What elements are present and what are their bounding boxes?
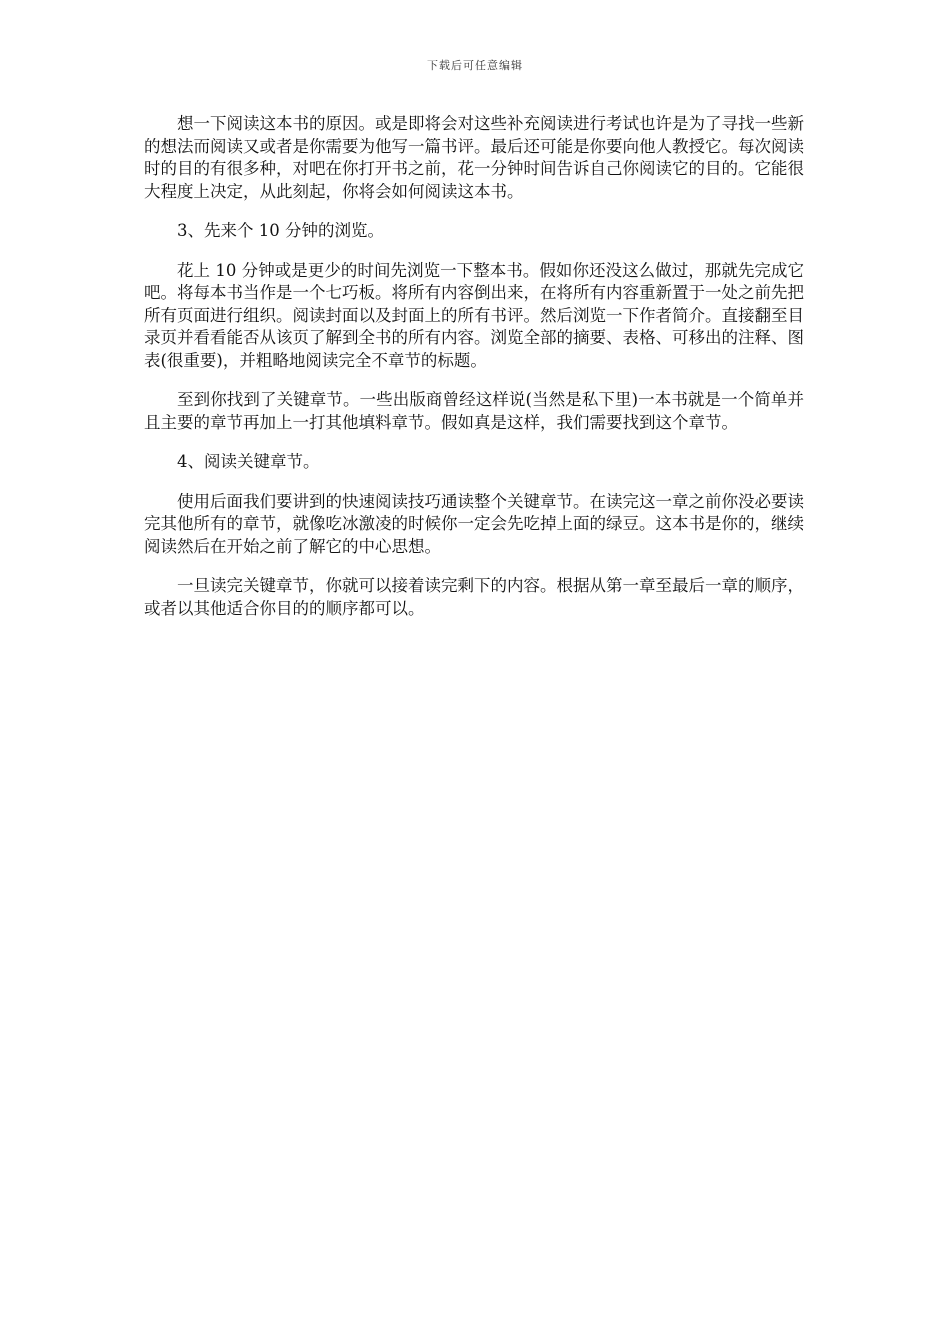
section-heading-browse: 3、先来个 10 分钟的浏览。 bbox=[177, 221, 384, 240]
paragraph-read-remaining: 一旦读完关键章节，你就可以接着读完剩下的内容。根据从第一章至最后一章的顺序，或者以其他适合你目的的顺序都可以。 bbox=[144, 576, 804, 618]
paragraph-browse-book: 花上 10 分钟或是更少的时间先浏览一下整本书。假如你还没这么做过，那就先完成它吧。将每本书当作是一个七巧板。将所有内容倒出来，在将所有内容重新置于一处之前先把所有页面进行组织。阅读封面以及封面上的所有书评。然后浏览一下作者简介。直接翻至目录页并看看能否从该页了解到全书的所有内容。浏览全部的摘要、表格、可移出的注释、图表(很重要)，并粗略地阅读完全不章节的标题。 bbox=[144, 260, 804, 370]
paragraph-reading-purpose: 想一下阅读这本书的原因。或是即将会对这些补充阅读进行考试也许是为了寻找一些新的想法而阅读又或者是你需要为他写一篇书评。最后还可能是你要向他人教授它。每次阅读时的目的有很多种，对吧在你打开书之前，花一分钟时间告诉自己你阅读它的目的。它能很大程度上决定，从此刻起，你将会如何阅读这本书。 bbox=[144, 114, 804, 201]
paragraph-key-chapter: 至到你找到了关键章节。一些出版商曾经这样说(当然是私下里)一本书就是一个简单并且主要的章节再加上一打其他填料章节。假如真是这样，我们需要找到这个章节。 bbox=[144, 390, 804, 432]
paragraph-speed-reading: 使用后面我们要讲到的快速阅读技巧通读整个关键章节。在读完这一章之前你没必要读完其他所有的章节，就像吃冰激凌的时候你一定会先吃掉上面的绿豆。这本书是你的，继续阅读然后在开始之前了解它的中心思想。 bbox=[144, 491, 804, 556]
document-body bbox=[144, 113, 804, 637]
section-heading-read-key-chapter: 4、阅读关键章节。 bbox=[177, 452, 320, 471]
page-header: 下载后可任意编辑 bbox=[427, 59, 523, 72]
